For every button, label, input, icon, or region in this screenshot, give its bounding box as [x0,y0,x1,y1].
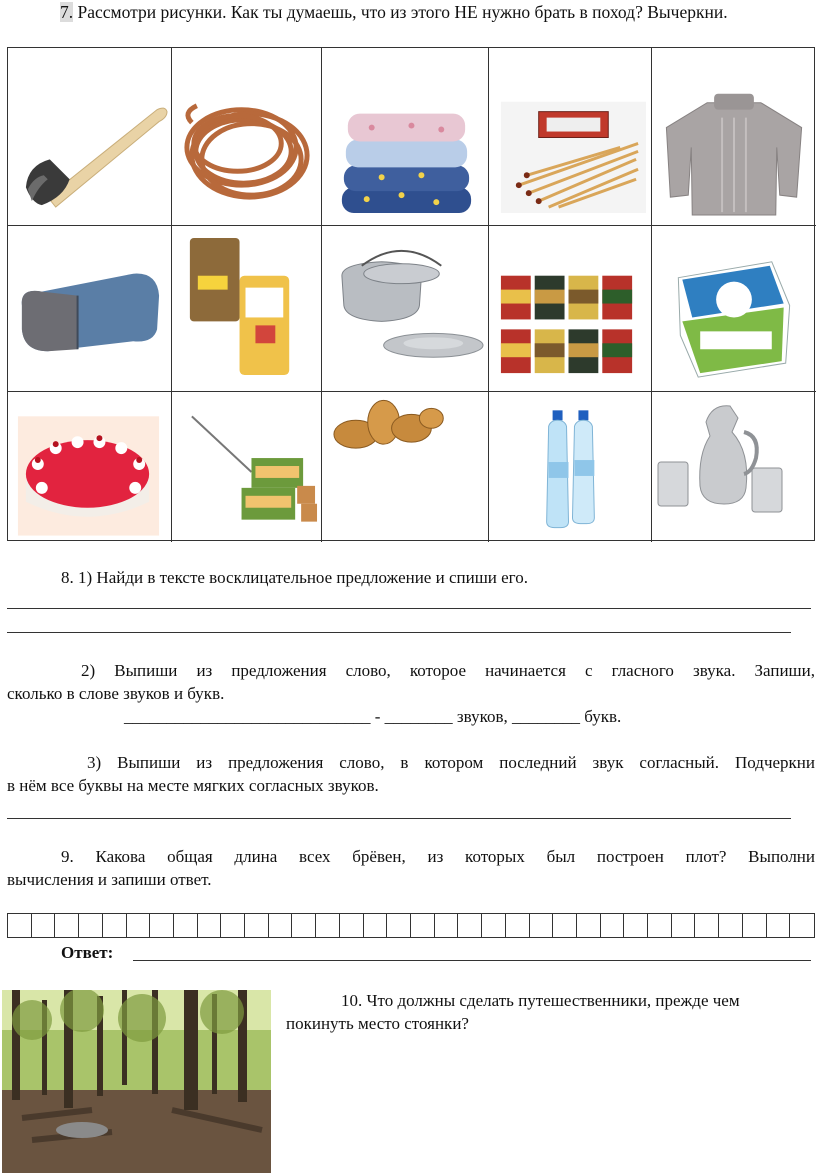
answer-line[interactable] [7,632,791,633]
cereal-packs-icon[interactable] [172,226,322,392]
rusks-icon[interactable] [322,392,489,542]
answer-line[interactable] [133,960,811,961]
fishing-rod-and-biscuits-icon[interactable] [172,392,322,542]
task-10-line-1: 10. Что должны сделать путешественники, прежде чем [341,991,740,1010]
axe-icon[interactable] [8,48,172,226]
task-10-line-2: покинуть место стоянки? [286,1014,469,1033]
task-8-part-2-line-2: сколько в слове звуков и букв. [7,684,225,703]
canned-food-icon[interactable] [489,226,652,392]
jug-and-cups-icon[interactable] [652,392,816,542]
task-9-line-2: вычисления и запиши ответ. [7,870,212,889]
rope-icon[interactable] [172,48,322,226]
task-7-number: 7. [60,2,74,22]
task-7-heading [60,2,728,23]
task-8-part-3-line-1: 3) Выпиши из предложения слово, в котором последний звук согласный. Подчеркни [87,753,815,772]
task-8-part-2-line-1: 2) Выпиши из предложения слово, которое начинается с гласного звука. Запиши, [81,661,815,680]
answer-line[interactable] [7,818,791,819]
task-8-part-1: 8. 1) Найди в тексте восклицательное предложение и спиши его. [61,568,528,587]
answer-line[interactable] [7,608,811,609]
task-8-part-2-blank[interactable]: _____________________________ - ________ звуков, ________ букв. [124,707,622,726]
task-8-part-3-line-2: в нём все буквы на месте мягких согласных звуков. [7,776,379,795]
task-7-text: Рассмотри рисунки. Как ты думаешь, что из этого НЕ нужно брать в поход? Вычеркни. [73,2,728,22]
sweater-icon[interactable] [652,48,816,226]
butter-pack-icon[interactable] [652,226,816,392]
pot-and-plate-icon[interactable] [322,226,489,392]
sleeping-bag-icon[interactable] [8,226,172,392]
matches-icon[interactable] [489,48,652,226]
forest-campsite-image [2,990,271,1173]
water-bottles-icon[interactable] [489,392,652,542]
picture-grid [7,47,815,541]
calculation-grid[interactable] [7,913,815,938]
cake-icon[interactable] [8,392,172,542]
task-9-line-1: 9. Какова общая длина всех брёвен, из которых был построен плот? Выполни [61,847,815,866]
answer-label: Ответ: [61,943,114,962]
pillows-icon[interactable] [322,48,489,226]
